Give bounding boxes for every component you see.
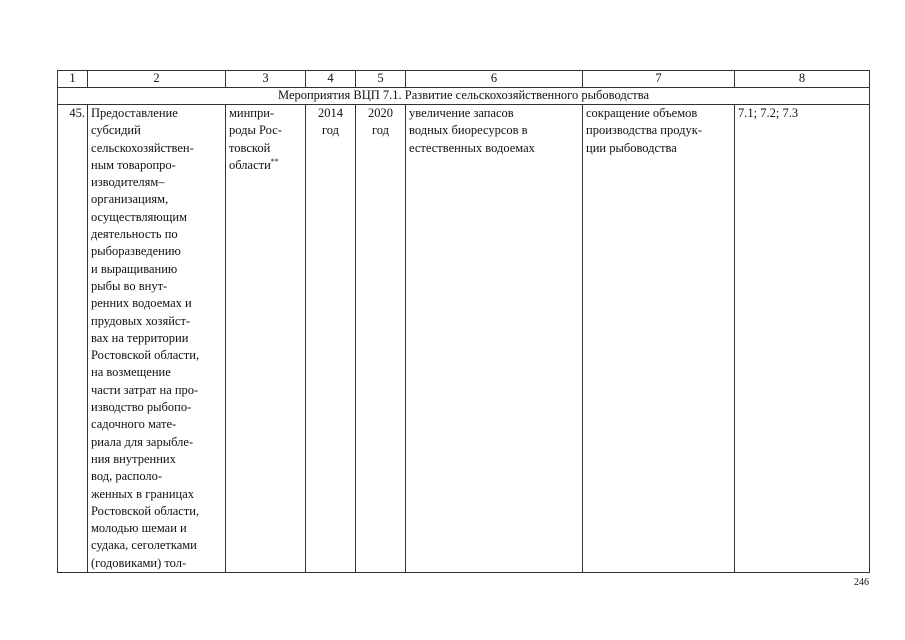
related-indicators: 7.1; 7.2; 7.3 — [735, 105, 870, 573]
column-number: 8 — [735, 71, 870, 88]
section-title: Мероприятия ВЦП 7.1. Развитие сельскохозяйственного рыбоводства — [58, 88, 870, 105]
executor-name: минпри- роды Рос- товской области — [229, 106, 282, 172]
executor-cell — [226, 105, 306, 573]
column-number: 1 — [58, 71, 88, 88]
program-table — [57, 70, 870, 573]
column-number: 3 — [226, 71, 306, 88]
column-number: 5 — [356, 71, 406, 88]
column-number: 6 — [406, 71, 583, 88]
measure-description: Предоставление субсидий сельскохозяйствен- ным товаропро- изводителям– организациям, осуществляющим деятельность по рыборазведению и выращиванию рыбы во внут- ренних водоемах и прудовых хозяйст- вах на территории Ростовской области, на возмещение части затрат на про- изводство рыбопо- садочного мате- риала для зарыбле- ния внутренних вод, располо- женных в границах Ростовской области, молодью шемаи и судака, сеголетками (годовиками) тол- — [88, 105, 226, 573]
start-year-unit: год — [321, 123, 340, 138]
end-year: 2020 — [368, 106, 393, 120]
start-year: 2014 — [318, 106, 343, 120]
expected-result: увеличение запасов водных биоресурсов в естественных водоемах — [406, 105, 583, 573]
footnote-mark: ** — [270, 156, 279, 166]
non-implementation-consequences: сокращение объемов производства продук- ции рыбоводства — [583, 105, 735, 573]
section-row — [58, 88, 870, 105]
end-date-cell — [356, 105, 406, 573]
row-number: 45. — [58, 105, 88, 573]
start-date-cell — [306, 105, 356, 573]
column-number-row — [58, 71, 870, 88]
column-number: 4 — [306, 71, 356, 88]
page-number: 246 — [854, 577, 869, 588]
end-year-unit: год — [371, 123, 390, 138]
column-number: 7 — [583, 71, 735, 88]
column-number: 2 — [88, 71, 226, 88]
table-row — [58, 105, 870, 573]
